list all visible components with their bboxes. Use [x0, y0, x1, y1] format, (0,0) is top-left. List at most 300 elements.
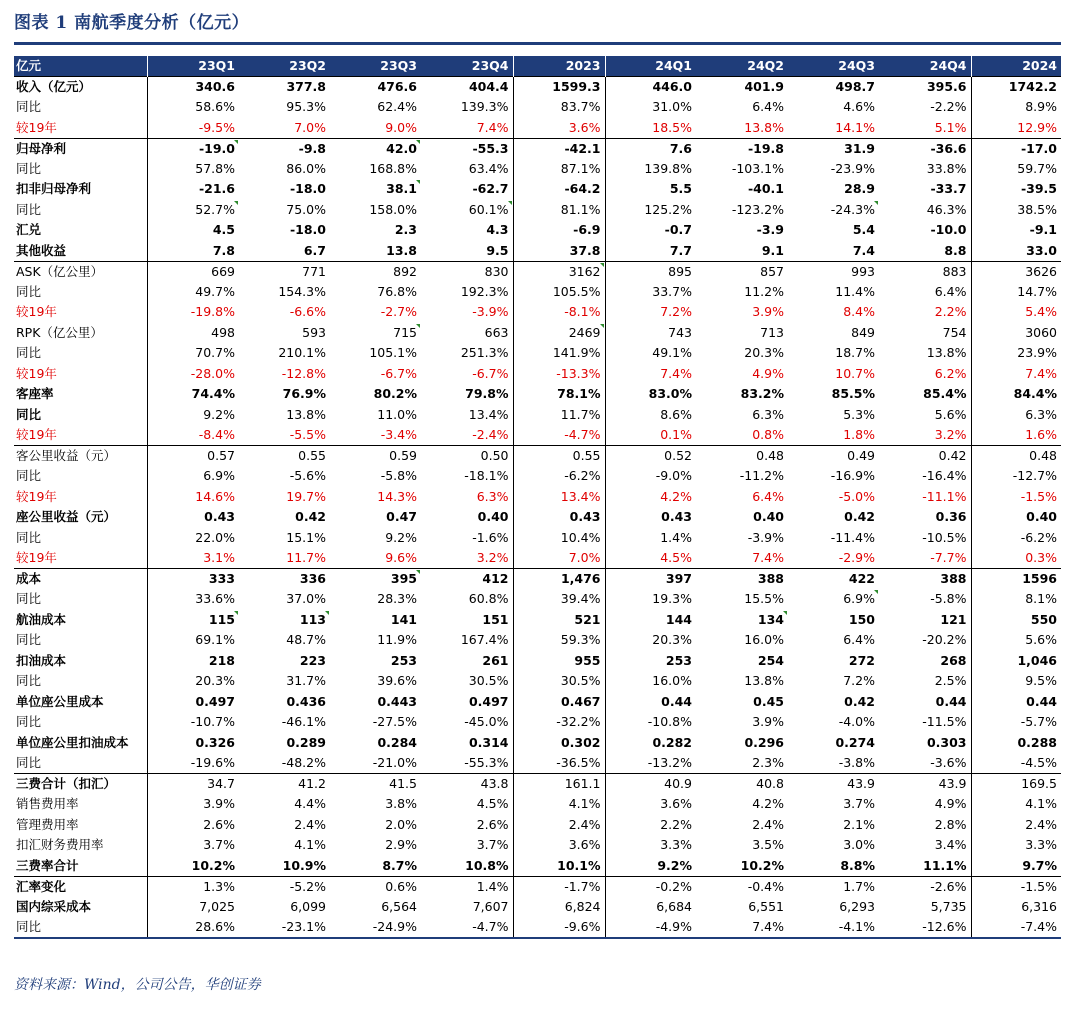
table-cell: -1.5% — [1020, 488, 1057, 504]
table-cell: -4.5% — [971, 753, 1061, 774]
table-cell: 95.3% — [286, 99, 326, 115]
table-cell: 1742.2 — [971, 77, 1061, 98]
table-cell: 6.4% — [843, 632, 875, 648]
table-cell: 13.4% — [421, 405, 513, 426]
table-cell: 34.7 — [147, 774, 239, 795]
table-cell: 7.6 — [605, 138, 696, 159]
table-cell: 13.4% — [513, 487, 605, 508]
table-cell: 3.8% — [385, 796, 417, 812]
table-cell: 15.5% — [744, 591, 784, 607]
row-label: 管理费用率 — [14, 815, 147, 836]
table-cell: 87.1% — [513, 159, 605, 180]
table-row — [14, 97, 1061, 118]
table-cell: 76.9% — [282, 386, 326, 402]
row-label: ASK（亿公里） — [14, 261, 147, 282]
table-cell: 60.8% — [421, 589, 513, 610]
table-cell: 4.5% — [605, 548, 696, 569]
row-label: 收入（亿元） — [14, 77, 147, 98]
table-cell: 60.1% — [421, 200, 513, 221]
table-cell: 79.8% — [421, 384, 513, 405]
table-cell: 7.4% — [660, 365, 692, 381]
table-cell: -21.6 — [198, 181, 235, 197]
table-cell: 498.7 — [788, 77, 879, 98]
table-cell: 3.2% — [421, 548, 513, 569]
table-cell: 0.436 — [286, 693, 326, 709]
table-cell: 161.1 — [513, 774, 605, 795]
table-cell: 4.9% — [752, 365, 784, 381]
table-cell: 11.4% — [835, 283, 875, 299]
table-cell: -2.7% — [380, 304, 417, 320]
column-header: 23Q1 — [147, 56, 239, 77]
table-row — [14, 712, 1061, 733]
table-cell: -20.2% — [879, 630, 971, 651]
table-cell: 521 — [513, 610, 605, 631]
table-row — [14, 753, 1061, 774]
table-cell: 892 — [330, 261, 421, 282]
table-cell: -16.9% — [830, 468, 875, 484]
table-cell: 218 — [208, 652, 235, 668]
table-cell: 33.7% — [652, 283, 692, 299]
table-row — [14, 323, 1061, 344]
table-cell: 20.3% — [744, 345, 784, 361]
table-cell: 0.42 — [879, 446, 971, 467]
table-row — [14, 774, 1061, 795]
table-cell: 3.7% — [421, 835, 513, 856]
table-cell: -123.2% — [731, 201, 784, 217]
row-label: RPK（亿公里） — [14, 323, 147, 344]
table-cell: -6.2% — [1020, 529, 1057, 545]
row-label: 同比 — [14, 917, 147, 938]
table-cell: 955 — [513, 651, 605, 672]
table-cell: -19.0 — [147, 138, 239, 159]
table-cell: 59.3% — [513, 630, 605, 651]
table-cell: 1599.3 — [513, 77, 605, 98]
table-cell: -24.9% — [330, 917, 421, 938]
table-cell: 9.7% — [971, 856, 1061, 877]
table-row — [14, 282, 1061, 303]
table-cell: 141 — [390, 611, 417, 627]
row-label: 扣汇财务费用率 — [14, 835, 147, 856]
table-cell: 86.0% — [286, 160, 326, 176]
table-cell: 69.1% — [195, 632, 235, 648]
row-label: 较19年 — [14, 548, 147, 569]
column-header: 2023 — [513, 56, 605, 77]
table-cell: 125.2% — [644, 201, 692, 217]
table-cell: -11.4% — [830, 529, 875, 545]
table-cell: 3.9% — [203, 796, 235, 812]
table-cell: -23.9% — [830, 160, 875, 176]
table-row — [14, 917, 1061, 938]
table-cell: 43.9 — [879, 774, 971, 795]
table-cell: 3.5% — [752, 837, 784, 853]
table-cell: 3.7% — [203, 837, 235, 853]
row-label: 扣油成本 — [14, 651, 147, 672]
table-cell: 0.44 — [1026, 693, 1057, 709]
table-cell: 2.1% — [843, 816, 875, 832]
table-cell: 0.44 — [879, 692, 971, 713]
table-cell: 11.7% — [239, 548, 330, 569]
table-cell: 498 — [211, 324, 235, 340]
table-cell: 715 — [330, 323, 421, 344]
table-cell: 3626 — [971, 261, 1061, 282]
table-cell: 1.4% — [421, 876, 513, 897]
table-cell: 39.4% — [513, 589, 605, 610]
table-cell: -12.6% — [879, 917, 971, 938]
table-cell: 3.1% — [147, 548, 239, 569]
table-cell: 0.52 — [605, 446, 696, 467]
table-cell: 75.0% — [286, 201, 326, 217]
table-cell: -62.7 — [421, 179, 513, 200]
table-cell: 340.6 — [147, 77, 239, 98]
source-note: 资料来源：Wind，公司公告，华创证券 — [14, 977, 261, 993]
table-cell: 1.6% — [971, 425, 1061, 446]
table-cell: 41.5 — [330, 774, 421, 795]
table-cell: -19.8% — [190, 304, 235, 320]
table-cell: 8.8 — [879, 241, 971, 262]
table-cell: 13.8% — [696, 118, 788, 139]
table-cell: 154.3% — [278, 283, 326, 299]
table-cell: 0.42 — [844, 693, 875, 709]
table-cell: -12.8% — [281, 365, 326, 381]
table-cell: 2.0% — [385, 816, 417, 832]
table-cell: 49.1% — [652, 345, 692, 361]
table-cell: 41.2 — [239, 774, 330, 795]
quarterly-analysis-table — [14, 56, 1061, 939]
table-cell: 3.3% — [1025, 837, 1057, 853]
table-cell: 38.1 — [330, 179, 421, 200]
table-cell: 336 — [239, 569, 330, 590]
table-cell: -6.6% — [289, 304, 326, 320]
row-label: 销售费用率 — [14, 794, 147, 815]
table-cell: -5.8% — [380, 468, 417, 484]
table-row — [14, 507, 1061, 528]
table-cell: 895 — [605, 261, 696, 282]
column-header: 2024 — [971, 56, 1061, 77]
table-cell: 4.5 — [212, 222, 235, 238]
table-cell: 6.2% — [879, 364, 971, 385]
table-cell: 2.2% — [660, 816, 692, 832]
table-cell: 22.0% — [195, 529, 235, 545]
table-cell: 13.8% — [744, 673, 784, 689]
table-cell: -48.2% — [239, 753, 330, 774]
row-label: 较19年 — [14, 118, 147, 139]
table-row — [14, 446, 1061, 467]
table-cell: 0.45 — [753, 693, 784, 709]
table-cell: -18.0 — [289, 222, 326, 238]
table-cell: 0.8% — [696, 425, 788, 446]
table-cell: -9.5% — [147, 118, 239, 139]
table-cell: -10.5% — [879, 528, 971, 549]
table-row — [14, 589, 1061, 610]
table-cell: 83.7% — [513, 97, 605, 118]
column-header: 23Q3 — [330, 56, 421, 77]
table-cell: 43.9 — [788, 774, 879, 795]
table-cell: 167.4% — [421, 630, 513, 651]
table-cell: 15.1% — [286, 529, 326, 545]
column-header: 24Q3 — [788, 56, 879, 77]
table-cell: 62.4% — [377, 99, 417, 115]
table-cell: 16.0% — [744, 632, 784, 648]
table-row — [14, 302, 1061, 323]
table-cell: 1.7% — [788, 876, 879, 897]
table-row — [14, 241, 1061, 262]
table-row — [14, 77, 1061, 98]
table-cell: -0.2% — [605, 876, 696, 897]
table-cell: -32.2% — [513, 712, 605, 733]
table-cell: 377.8 — [239, 77, 330, 98]
table-row — [14, 487, 1061, 508]
table-cell: 6,316 — [1021, 898, 1057, 914]
table-cell: 4.9% — [879, 794, 971, 815]
table-cell: 6.3% — [752, 406, 784, 422]
table-cell: -23.1% — [239, 917, 330, 938]
table-cell: 150 — [848, 611, 875, 627]
table-cell: -103.1% — [731, 160, 784, 176]
table-cell: 397 — [605, 569, 696, 590]
table-cell: 42.0 — [330, 138, 421, 159]
table-cell: 3.2% — [879, 425, 971, 446]
table-cell: 849 — [851, 324, 875, 340]
table-cell: 0.57 — [147, 446, 239, 467]
table-cell: 1,476 — [513, 569, 605, 590]
table-cell: -5.0% — [838, 488, 875, 504]
table-cell: 0.50 — [421, 446, 513, 467]
row-label: 三费率合计 — [14, 856, 147, 877]
table-cell: -8.4% — [147, 425, 239, 446]
table-cell: -2.4% — [421, 425, 513, 446]
table-cell: -11.1% — [879, 487, 971, 508]
table-cell: 7.2% — [843, 673, 875, 689]
table-cell: -0.7 — [664, 222, 692, 238]
table-cell: 395 — [330, 569, 421, 590]
table-cell: 0.284 — [377, 734, 417, 750]
table-cell: 8.4% — [843, 304, 875, 320]
table-cell: 3162 — [513, 261, 605, 282]
table-cell: 134 — [696, 610, 788, 631]
table-cell: 11.7% — [513, 405, 605, 426]
table-cell: 158.0% — [369, 201, 417, 217]
table-cell: 0.467 — [513, 692, 605, 713]
table-cell: 5.6% — [879, 405, 971, 426]
table-row — [14, 692, 1061, 713]
table-row — [14, 794, 1061, 815]
table-cell: -6.7% — [421, 364, 513, 385]
table-cell: 5.4 — [852, 222, 875, 238]
table-cell: 771 — [239, 261, 330, 282]
table-cell: -55.3 — [421, 138, 513, 159]
table-cell: -18.0 — [289, 181, 326, 197]
table-cell: 78.1% — [513, 384, 605, 405]
table-cell: 0.43 — [204, 509, 235, 525]
table-cell: 0.40 — [1026, 509, 1057, 525]
table-cell: 84.4% — [1013, 386, 1057, 402]
table-row — [14, 733, 1061, 754]
table-cell: 3.3% — [660, 837, 692, 853]
table-cell: 2.5% — [879, 671, 971, 692]
table-cell: 70.7% — [195, 345, 235, 361]
table-cell: 33.6% — [195, 591, 235, 607]
table-cell: 0.55 — [513, 446, 605, 467]
table-cell: -9.1 — [1029, 222, 1057, 238]
table-cell: 46.3% — [879, 200, 971, 221]
table-cell: 2469 — [513, 323, 605, 344]
row-label: 同比 — [14, 589, 147, 610]
table-cell: 0.43 — [661, 509, 692, 525]
table-cell: 28.9 — [844, 181, 875, 197]
table-row — [14, 466, 1061, 487]
table-cell: 5.3% — [843, 406, 875, 422]
table-cell: 1.3% — [147, 876, 239, 897]
table-cell: 253 — [665, 652, 692, 668]
table-cell: 388 — [696, 569, 788, 590]
table-cell: 0.497 — [195, 693, 235, 709]
table-cell: 10.9% — [239, 856, 330, 877]
table-cell: 0.42 — [844, 509, 875, 525]
table-cell: 5.1% — [879, 118, 971, 139]
table-cell: 31.9 — [788, 138, 879, 159]
table-cell: 121 — [879, 610, 971, 631]
table-cell: 0.274 — [835, 734, 875, 750]
table-row — [14, 548, 1061, 569]
table-cell: 0.1% — [605, 425, 696, 446]
table-cell: 59.7% — [1017, 160, 1057, 176]
row-label: 座公里收益（元） — [14, 507, 147, 528]
table-row — [14, 876, 1061, 897]
table-cell: 6.9% — [788, 589, 879, 610]
table-cell: 7.8 — [147, 241, 239, 262]
table-cell: 223 — [299, 652, 326, 668]
table-cell: -2.9% — [788, 548, 879, 569]
table-row — [14, 384, 1061, 405]
table-header — [14, 56, 1061, 77]
table-row — [14, 569, 1061, 590]
table-cell: -1.5% — [971, 876, 1061, 897]
table-cell: 3.4% — [879, 835, 971, 856]
table-cell: 476.6 — [330, 77, 421, 98]
table-cell: 446.0 — [605, 77, 696, 98]
table-cell: -5.5% — [239, 425, 330, 446]
table-cell: 3060 — [1025, 324, 1057, 340]
row-label: 客座率 — [14, 384, 147, 405]
table-cell: -39.5 — [1020, 181, 1057, 197]
table-cell: -16.4% — [879, 466, 971, 487]
table-cell: 0.59 — [330, 446, 421, 467]
table-row — [14, 835, 1061, 856]
table-cell: 2.2% — [879, 302, 971, 323]
table-cell: -7.4% — [971, 917, 1061, 938]
table-cell: 5.6% — [1025, 632, 1057, 648]
table-cell: 8.1% — [1025, 591, 1057, 607]
table-cell: 48.7% — [286, 632, 326, 648]
table-cell: 8.6% — [660, 406, 692, 422]
table-cell: 169.5 — [971, 774, 1061, 795]
table-cell: -10.8% — [647, 714, 692, 730]
table-cell: -21.0% — [330, 753, 421, 774]
table-cell: 63.4% — [421, 159, 513, 180]
table-row — [14, 159, 1061, 180]
table-cell: -6.7% — [380, 365, 417, 381]
table-cell: -28.0% — [190, 365, 235, 381]
table-cell: 4.6% — [843, 99, 875, 115]
column-header-unit: 亿元 — [14, 56, 147, 77]
table-cell: 31.7% — [286, 673, 326, 689]
table-cell: 5.4% — [1025, 304, 1057, 320]
table-cell: 669 — [147, 261, 239, 282]
table-cell: 210.1% — [278, 345, 326, 361]
table-cell: -5.6% — [289, 468, 326, 484]
table-cell: 20.3% — [195, 673, 235, 689]
table-cell: 261 — [421, 651, 513, 672]
table-cell: 80.2% — [373, 386, 417, 402]
table-cell: -3.9% — [421, 302, 513, 323]
table-cell: 49.7% — [195, 283, 235, 299]
table-cell: 0.55 — [239, 446, 330, 467]
table-cell: -42.1 — [513, 138, 605, 159]
table-cell: 0.302 — [513, 733, 605, 754]
table-cell: 11.1% — [879, 856, 971, 877]
table-cell: 272 — [848, 652, 875, 668]
row-label: 较19年 — [14, 425, 147, 446]
table-cell: 2.3% — [696, 753, 788, 774]
row-label: 较19年 — [14, 487, 147, 508]
table-cell: -1.6% — [421, 528, 513, 549]
table-cell: 4.1% — [1025, 796, 1057, 812]
table-cell: 9.2% — [605, 856, 696, 877]
table-cell: 7.4% — [1025, 365, 1057, 381]
table-cell: 2.8% — [879, 815, 971, 836]
table-cell: 412 — [421, 569, 513, 590]
table-cell: 81.1% — [513, 200, 605, 221]
table-cell: -0.4% — [696, 876, 788, 897]
table-cell: 43.8 — [421, 774, 513, 795]
row-label: 同比 — [14, 159, 147, 180]
table-cell: 10.4% — [513, 528, 605, 549]
table-cell: 883 — [879, 261, 971, 282]
table-cell: 139.8% — [644, 160, 692, 176]
table-cell: 7.0% — [513, 548, 605, 569]
table-cell: 30.5% — [513, 671, 605, 692]
table-cell: 38.5% — [1017, 201, 1057, 217]
table-body — [14, 77, 1061, 939]
table-cell: 33.8% — [879, 159, 971, 180]
table-cell: -11.2% — [739, 468, 784, 484]
table-cell: 254 — [757, 652, 784, 668]
table-cell: 7.2% — [660, 304, 692, 320]
table-cell: 401.9 — [696, 77, 788, 98]
table-row — [14, 897, 1061, 918]
table-cell: 144 — [665, 611, 692, 627]
table-cell: -55.3% — [421, 753, 513, 774]
table-cell: 37.8 — [513, 241, 605, 262]
table-cell: 1,046 — [1017, 652, 1057, 668]
column-header: 23Q2 — [239, 56, 330, 77]
table-cell: 6.4% — [752, 99, 784, 115]
column-header: 24Q4 — [879, 56, 971, 77]
table-cell: -7.7% — [879, 548, 971, 569]
table-cell: 115 — [147, 610, 239, 631]
row-label: 汇兑 — [14, 220, 147, 241]
table-cell: 40.8 — [696, 774, 788, 795]
table-cell: 141.9% — [513, 343, 605, 364]
table-cell: 0.443 — [377, 693, 417, 709]
table-cell: 1.4% — [660, 529, 692, 545]
table-cell: 253 — [390, 652, 417, 668]
table-cell: 19.7% — [286, 488, 326, 504]
table-cell: 6.9% — [203, 468, 235, 484]
row-label: 同比 — [14, 343, 147, 364]
table-cell: 19.3% — [652, 591, 692, 607]
table-cell: -8.1% — [513, 302, 605, 323]
